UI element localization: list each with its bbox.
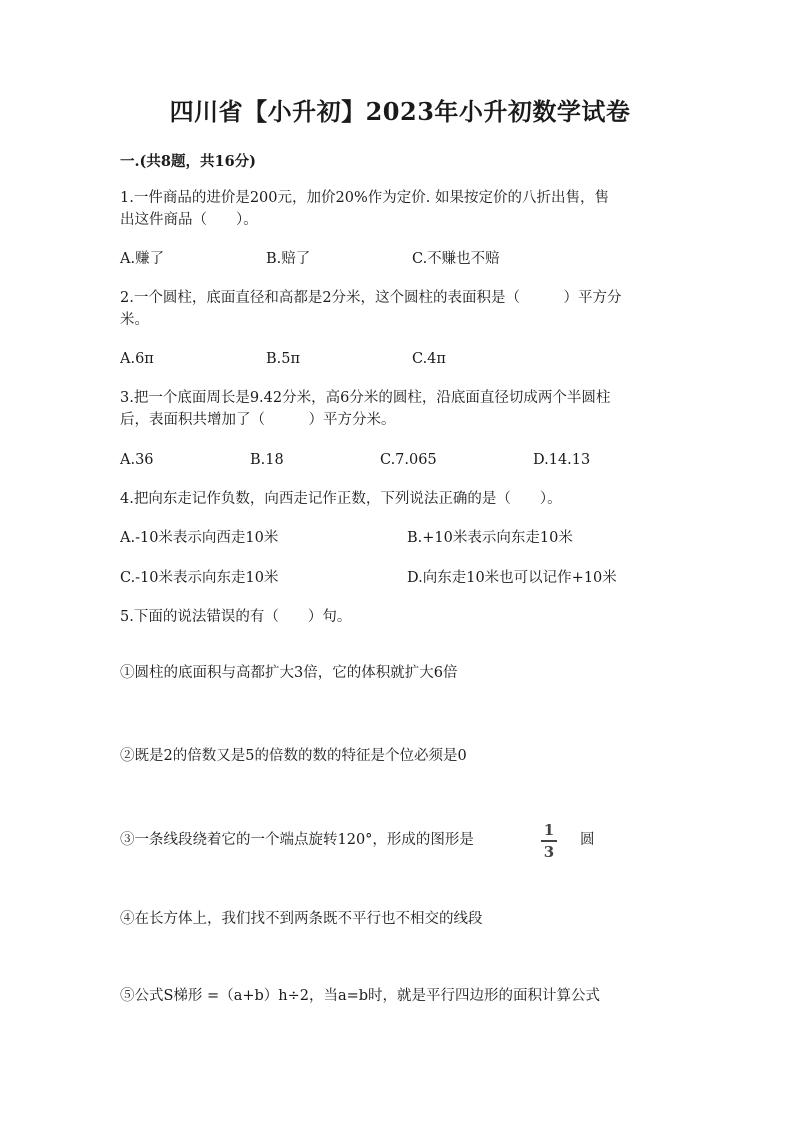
question-1-option-a: A.赚了 [120, 251, 165, 267]
question-5-statement-2: ②既是2的倍数又是5的倍数的数的特征是个位必须是0 [120, 748, 467, 764]
question-4-option-b: B.+10米表示向东走10米 [407, 530, 573, 546]
question-3-line-2: 后，表面积共增加了（ ）平方分米。 [120, 412, 396, 428]
question-5-statement-3: ③一条线段绕着它的一个端点旋转120°，形成的图形是 [120, 832, 474, 848]
question-4-option-a: A.-10米表示向西走10米 [120, 530, 279, 546]
question-3-option-d: D.14.13 [533, 452, 591, 468]
question-2-option-c: C.4π [412, 351, 446, 367]
question-3-option-a: A.36 [120, 452, 154, 468]
question-1-line-2: 出这件商品（ ）。 [120, 212, 258, 228]
section-heading: 一.(共8题，共16分) [120, 153, 257, 170]
question-2-option-a: A.6π [120, 351, 154, 367]
question-1-option-b: B.赔了 [266, 251, 311, 267]
page-title: 四川省【小升初】2023年小升初数学试卷 [169, 97, 631, 126]
question-4-option-c: C.-10米表示向东走10米 [120, 570, 279, 586]
fraction-one-third [541, 822, 557, 860]
question-4-line-1: 4.把向东走记作负数，向西走记作正数，下列说法正确的是（ ）。 [120, 491, 562, 507]
fraction-numerator: 1 [543, 821, 555, 839]
question-5-statement-4: ④在长方体上，我们找不到两条既不平行也不相交的线段 [120, 911, 483, 927]
question-5-statement-1: ①圆柱的底面积与高都扩大3倍，它的体积就扩大6倍 [120, 665, 458, 681]
question-2-line-1: 2.一个圆柱，底面直径和高都是2分米，这个圆柱的表面积是（ ）平方分 [120, 290, 622, 306]
question-5-line-1: 5.下面的说法错误的有（ ）句。 [120, 609, 352, 625]
question-2-line-2: 米。 [120, 312, 149, 328]
question-3-option-c: C.7.065 [380, 452, 437, 468]
question-2-option-b: B.5π [266, 351, 301, 367]
question-5-statement-5: ⑤公式S梯形 =（a+b）h÷2，当a=b时，就是平行四边形的面积计算公式 [120, 988, 601, 1004]
question-5-statement-3-suffix: 圆 [580, 832, 595, 848]
question-1-line-1: 1.一件商品的进价是200元，加价20%作为定价. 如果按定价的八折出售，售 [120, 190, 609, 206]
fraction-bar [541, 840, 557, 842]
question-4-option-d: D.向东走10米也可以记作+10米 [407, 570, 617, 586]
question-1-option-c: C.不赚也不赔 [412, 251, 500, 267]
fraction-denominator: 3 [543, 842, 555, 861]
question-3-line-1: 3.把一个底面周长是9.42分米，高6分米的圆柱，沿底面直径切成两个半圆柱 [120, 390, 611, 406]
question-3-option-b: B.18 [250, 452, 284, 468]
